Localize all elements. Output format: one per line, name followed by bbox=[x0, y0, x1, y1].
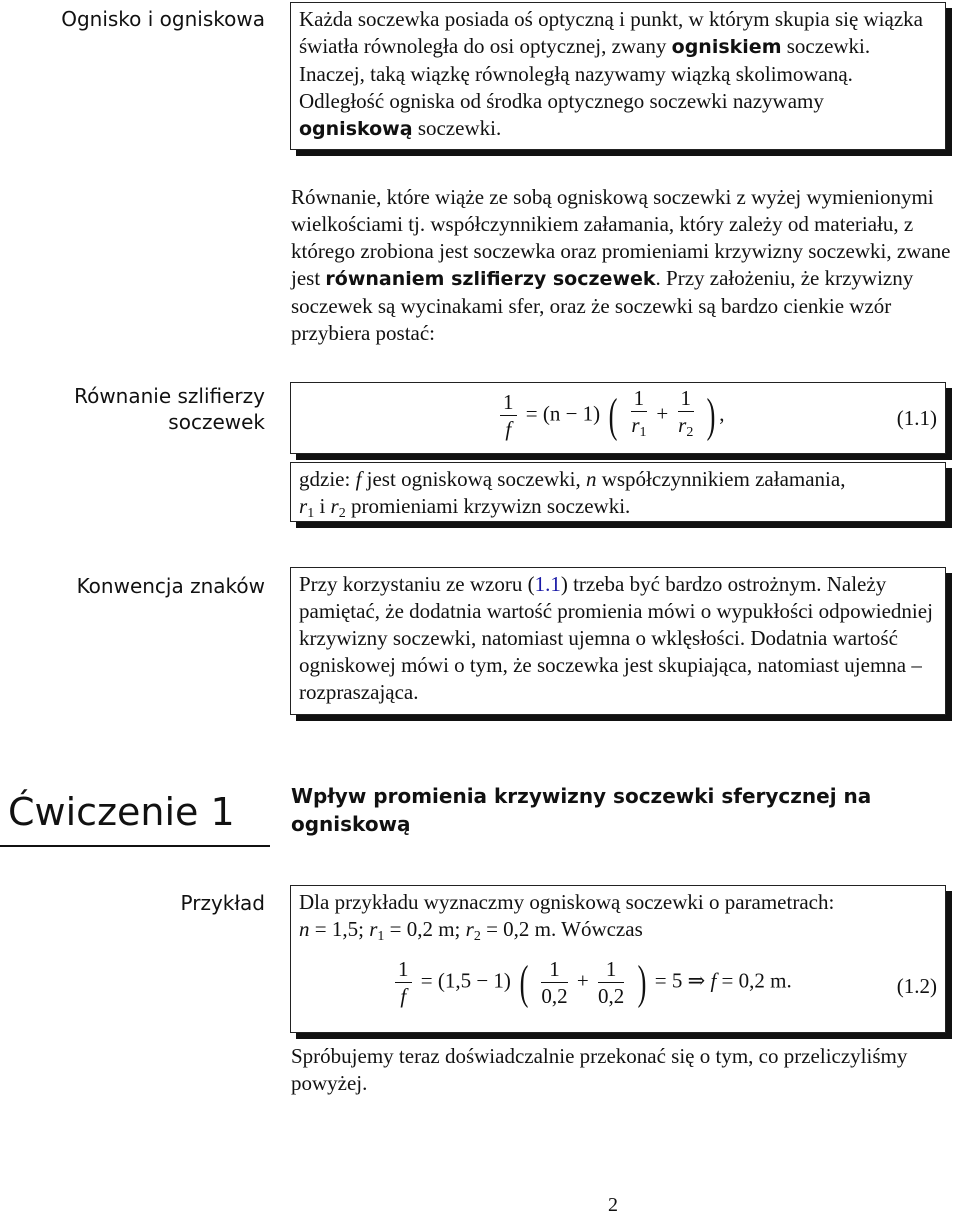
example-text: Dla przykładu wyznaczmy ogniskową soczewki o parametrach: n = 1,5; $r_1 = 0,2$ m; $r_2 = 0,2$ m. Wówczas bbox=[299, 890, 835, 944]
focus-definition-text: Każda soczewka posiada oś optyczną i punkt, w którym skupia się wiązka światła równoległa do osi optycznej, zwany ogniskiem soczewki. Inaczej, taką wiązkę równoległą nazywamy wiązką skolimowaną. Odległość ogniska od środka optycznego soczewki nazywamy ogniskową soczewki. bbox=[299, 7, 923, 140]
intro-paragraph: Równanie, które wiąże ze sobą ogniskową soczewki z wyżej wymienionymi wielkościami tj. współczynnikiem załamania, który zależy od materiału, z którego zrobiona jest soczewka oraz promieniami krzywizny soczewki, zwane jest równaniem szlifierzy soczewek. Przy założeniu, że krzywizny soczewek są wycinakami sfer, oraz że soczewki są bardzo cienkie wzór przybiera postać: bbox=[291, 185, 951, 345]
equation-number-1-2: (1.2) bbox=[896, 973, 937, 998]
focus-definition-box bbox=[290, 2, 946, 150]
label-example: Przykład bbox=[180, 891, 265, 915]
term-ogniskowa: ogniskową bbox=[299, 118, 413, 140]
fraction-1-over-f: $\frac{1}{f}$ bbox=[500, 389, 517, 442]
example-fraction-a: $\frac{1}{0,2}$ bbox=[541, 957, 568, 1008]
label-sign-convention: Konwencja znaków bbox=[76, 574, 265, 598]
term-ognisko: ogniskiem bbox=[671, 36, 782, 58]
exercise-title: Wpływ promienia krzywizny soczewki sferycznej na ogniskową bbox=[291, 784, 872, 836]
plus-sign: + bbox=[656, 401, 669, 426]
example-box bbox=[290, 885, 946, 1033]
equation-middle: = (n − 1) bbox=[525, 401, 601, 426]
left-paren: ( bbox=[609, 388, 618, 442]
equation-number-1-1: (1.1) bbox=[896, 405, 937, 430]
example-equation: $\frac{1}{f}$ = (1,5 − 1) ( $\frac{1}{0,2}$ + $\frac{1}{0,2}$ ) = 5 ⇒ f = 0,2 m. bbox=[391, 956, 792, 1009]
lensmaker-equation-box bbox=[290, 382, 946, 454]
fraction-1-over-r1: $\frac{1}{r_1}$ bbox=[631, 386, 647, 440]
right-paren: ) bbox=[706, 388, 716, 442]
where-box bbox=[290, 462, 946, 522]
fraction-1-over-r2: $\frac{1}{r_2}$ bbox=[678, 386, 694, 440]
label-lensmaker: Równanie szlifierzy soczewek bbox=[74, 384, 265, 434]
sign-convention-box bbox=[290, 567, 946, 715]
page-number: 2 bbox=[608, 1194, 618, 1216]
example-fraction-b: $\frac{1}{0,2}$ bbox=[598, 957, 625, 1008]
sign-convention-text: Przy korzystaniu ze wzoru (1.1) trzeba być bardzo ostrożnym. Należy pamiętać, że dodatnia wartość promienia mówi o wypukłości odpowiedniej krzywizny soczewki, natomiast ujemna o wklęsłości. Dodatnia wartość ogniskowej mówi o tym, że soczewka jest skupiająca, natomiast ujemna – rozpraszająca. bbox=[299, 572, 933, 704]
label-focus: Ognisko i ogniskowa bbox=[61, 7, 265, 31]
where-text: gdzie: f jest ogniskową soczewki, n współczynnikiem załamania, $r_1$ i $r_2$ promieniami krzywizn soczewki. bbox=[299, 467, 846, 521]
heading-rule bbox=[0, 845, 270, 847]
lensmaker-equation: $\frac{1}{f}$ = (n − 1) ( $\frac{1}{r_1}$ + $\frac{1}{r_2}$ ) , bbox=[496, 385, 725, 446]
example-fraction-1-over-f: $\frac{1}{f}$ bbox=[395, 956, 412, 1009]
closing-paragraph: Spróbujemy teraz doświadczalnie przekonać się o tym, co przeliczyliśmy powyżej. bbox=[291, 1044, 908, 1095]
term-lensmaker: równaniem szlifierzy soczewek bbox=[325, 268, 656, 290]
exercise-heading: Ćwiczenie 1 bbox=[8, 790, 235, 834]
equation-reference-link[interactable]: 1.1 bbox=[534, 572, 561, 596]
